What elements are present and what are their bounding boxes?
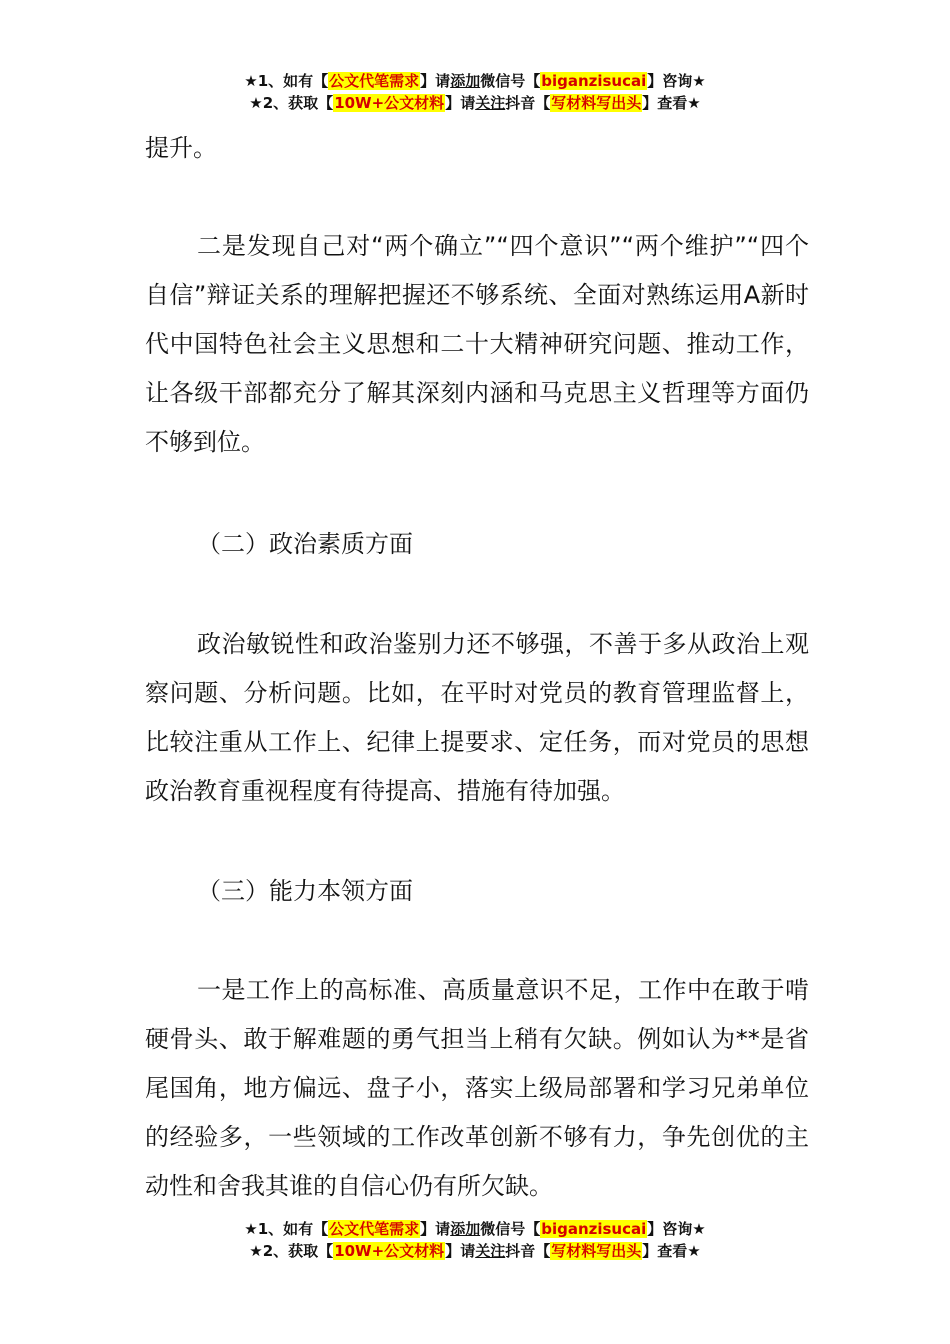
promo-text: ★1、如有【	[244, 1220, 329, 1238]
promo-text: 】请	[420, 1220, 451, 1238]
promo-highlight: biganzisucai	[541, 1220, 647, 1238]
section-heading-political-quality: （二）政治素质方面	[197, 530, 413, 558]
promo-underlined: 关注	[475, 1242, 506, 1260]
promo-text: 】咨询★	[647, 72, 706, 90]
promo-text: 】咨询★	[647, 1220, 706, 1238]
section-heading-ability: （三）能力本领方面	[197, 877, 413, 905]
promo-line-1	[0, 70, 950, 92]
promo-text: ★1、如有【	[244, 72, 329, 90]
promo-highlight: 10W+公文材料	[334, 1242, 445, 1260]
promo-highlight: 公文代笔需求	[329, 72, 420, 90]
promo-text: ★2、获取【	[249, 1242, 334, 1260]
promo-text: 】查看★	[642, 1242, 701, 1260]
promo-underlined: 添加	[450, 72, 481, 90]
promo-underlined: 添加	[450, 1220, 481, 1238]
promo-header	[0, 70, 950, 114]
promo-highlight: 公文代笔需求	[329, 1220, 420, 1238]
promo-text: 】请	[420, 72, 451, 90]
promo-line-1	[0, 1218, 950, 1240]
promo-line-2	[0, 92, 950, 114]
paragraph-ability: 一是工作上的高标准、高质量意识不足，工作中在敢于啃硬骨头、敢于解难题的勇气担当上稍有欠缺。例如认为**是省尾国角，地方偏远、盘子小，落实上级局部署和学习兄弟单位的经验多，一些领域的工作改革创新不够有力，争先创优的主动性和舍我其谁的自信心仍有所欠缺。	[145, 976, 809, 1200]
promo-text: 微信号【	[480, 72, 541, 90]
promo-text: 抖音【	[505, 1242, 551, 1260]
paragraph-understanding: 二是发现自己对“两个确立”“四个意识”“两个维护”“四个自信”辩证关系的理解把握还不够系统、全面对熟练运用A新时代中国特色社会主义思想和二十大精神研究问题、推动工作，让各级干部都充分了解其深刻内涵和马克思主义哲理等方面仍不够到位。	[145, 232, 809, 456]
paragraph-political-quality: 政治敏锐性和政治鉴别力还不够强，不善于多从政治上观察问题、分析问题。比如，在平时对党员的教育管理监督上，比较注重从工作上、纪律上提要求、定任务，而对党员的思想政治教育重视程度有待提高、措施有待加强。	[145, 630, 809, 805]
promo-line-2	[0, 1240, 950, 1262]
promo-text: 抖音【	[505, 94, 551, 112]
promo-highlight: 写材料写出头	[551, 94, 642, 112]
promo-text: 】请	[445, 94, 476, 112]
continuation-text: 提升。	[145, 134, 217, 162]
promo-text: 】查看★	[642, 94, 701, 112]
promo-text: 】请	[445, 1242, 476, 1260]
promo-text: ★2、获取【	[249, 94, 334, 112]
promo-text: 微信号【	[480, 1220, 541, 1238]
promo-highlight: 写材料写出头	[551, 1242, 642, 1260]
promo-footer	[0, 1218, 950, 1262]
promo-highlight: biganzisucai	[541, 72, 647, 90]
promo-underlined: 关注	[475, 94, 506, 112]
promo-highlight: 10W+公文材料	[334, 94, 445, 112]
